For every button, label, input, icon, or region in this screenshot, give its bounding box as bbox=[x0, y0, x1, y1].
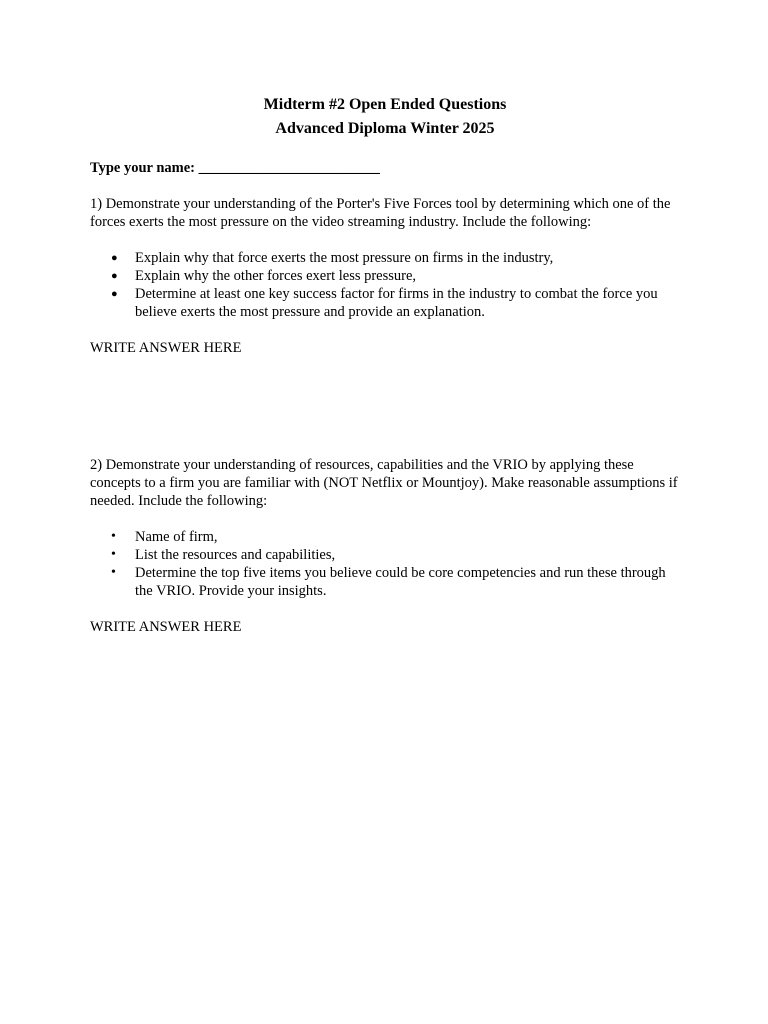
bullet-text: Name of firm, bbox=[135, 529, 218, 545]
list-item bbox=[90, 546, 680, 564]
bullet-text: Determine the top five items you believe could be core competencies and run these through the VRIO. Provide your insights. bbox=[135, 565, 666, 599]
list-item bbox=[90, 267, 680, 285]
question-1-prompt: 1) Demonstrate your understanding of the Porter's Five Forces tool by determining which one of the forces exerts the most pressure on the video streaming industry. Include the following: bbox=[90, 196, 671, 230]
document-subtitle: Advanced Diploma Winter 2025 bbox=[275, 120, 495, 137]
document-title: Midterm #2 Open Ended Questions bbox=[263, 96, 507, 113]
question-1-bullet-list bbox=[90, 249, 680, 321]
bullet-text: Determine at least one key success factor for firms in the industry to combat the force you believe exerts the most pressure and provide an explanation. bbox=[135, 286, 658, 320]
answer-space bbox=[90, 357, 680, 438]
question-2-bullet-list bbox=[90, 528, 680, 600]
question-2-answer-area[interactable]: WRITE ANSWER HERE bbox=[90, 619, 242, 635]
name-field-label[interactable]: Type your name: _________________________ bbox=[90, 160, 380, 176]
list-item bbox=[90, 249, 680, 267]
question-2-prompt: 2) Demonstrate your understanding of resources, capabilities and the VRIO by applying these concepts to a firm you are familiar with (NOT Netflix or Mountjoy). Make reasonable assumptions if needed. Include the following: bbox=[90, 457, 678, 509]
bullet-icon: • bbox=[111, 529, 116, 544]
bullet-text: Explain why the other forces exert less pressure, bbox=[135, 268, 417, 284]
bullet-text: List the resources and capabilities, bbox=[135, 547, 336, 563]
question-1-answer-area[interactable]: WRITE ANSWER HERE bbox=[90, 340, 242, 356]
bullet-icon: • bbox=[111, 565, 116, 580]
bullet-icon: ● bbox=[111, 288, 118, 300]
list-item bbox=[90, 285, 680, 321]
bullet-icon: • bbox=[111, 547, 116, 562]
bullet-icon: ● bbox=[111, 270, 118, 282]
bullet-icon: ● bbox=[111, 252, 118, 264]
list-item bbox=[90, 564, 680, 600]
bullet-text: Explain why that force exerts the most pressure on firms in the industry, bbox=[135, 250, 554, 266]
document-page bbox=[90, 93, 680, 636]
list-item bbox=[90, 528, 680, 546]
